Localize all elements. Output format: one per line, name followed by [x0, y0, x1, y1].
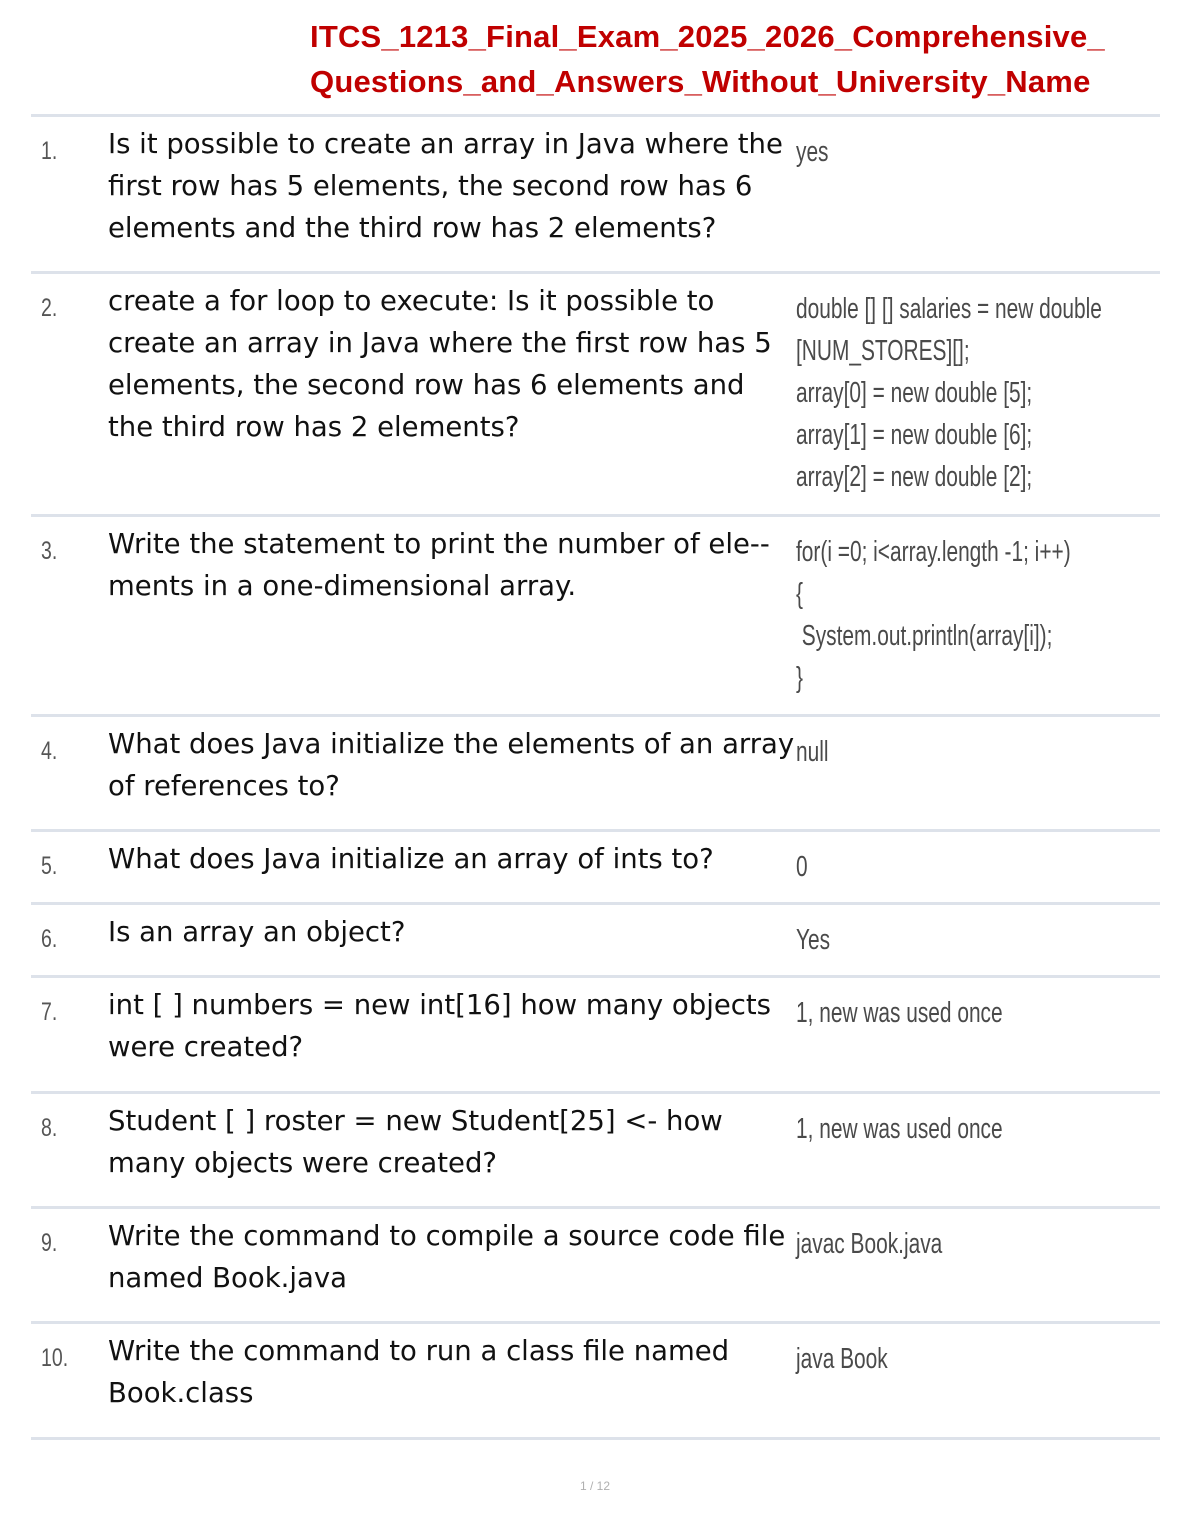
qa-row-8 — [31, 1094, 1160, 1209]
question-text: Is an array an object? — [108, 916, 406, 948]
page-number: 1 / 12 — [579, 1479, 611, 1493]
question-number: 8. — [41, 1114, 58, 1142]
qa-row-1 — [31, 117, 1160, 274]
question-text: Write the statement to print the number of ele-ments in a one-dimensional array. — [108, 528, 770, 602]
question-number: 2. — [41, 294, 58, 322]
question-text: What does Java initialize the elements of an array of references to? — [108, 728, 795, 802]
qa-row-9 — [31, 1209, 1160, 1324]
answer-text: 1, new was used once — [796, 997, 1003, 1029]
question-number: 1. — [41, 137, 58, 165]
qa-row-7 — [31, 978, 1160, 1094]
question-text: Is it possible to create an array in Java where the first row has 5 elements, the second row has 6 elements and the third row has 2 elements? — [108, 128, 783, 244]
answer-text: Yes — [796, 924, 831, 956]
qa-row-6 — [31, 905, 1160, 978]
question-text: What does Java initialize an array of ints to? — [108, 843, 714, 875]
qa-row-2 — [31, 274, 1160, 517]
question-text: Write the command to compile a source code file named Book.java — [108, 1220, 786, 1294]
answer-text: yes — [796, 136, 829, 168]
question-number: 5. — [41, 852, 58, 880]
qa-table — [31, 114, 1160, 1440]
question-number: 9. — [41, 1229, 58, 1257]
document-title-line-2: Questions_and_Answers_Without_University_Name — [310, 64, 1091, 99]
answer-text: 0 — [796, 851, 808, 883]
answer-text: java Book — [796, 1343, 888, 1375]
answer-text: javac Book.java — [796, 1228, 943, 1260]
question-number: 4. — [41, 737, 58, 765]
answer-text: for(i =0; i<array.length -1; i++) { System.out.println(array[i]); } — [796, 536, 1071, 694]
question-text: Write the command to run a class file named Book.class — [108, 1335, 730, 1409]
qa-row-4 — [31, 717, 1160, 832]
document-title — [310, 14, 1170, 104]
question-number: 6. — [41, 925, 58, 953]
qa-row-10 — [31, 1324, 1160, 1440]
question-number: 3. — [41, 537, 58, 565]
question-number: 7. — [41, 998, 58, 1026]
qa-row-5 — [31, 832, 1160, 905]
document-title-line-1: ITCS_1213_Final_Exam_2025_2026_Comprehensive_ — [310, 19, 1105, 54]
answer-text: 1, new was used once — [796, 1113, 1003, 1145]
answer-text: null — [796, 736, 829, 768]
question-number: 10. — [41, 1344, 69, 1372]
question-text: Student [ ] roster = new Student[25] <- how many objects were created? — [108, 1105, 723, 1179]
question-text: int [ ] numbers = new int[16] how many objects were created? — [108, 989, 771, 1063]
question-text: create a for loop to execute: Is it possible to create an array in Java where the first row has 5 elements, the second row has 6 elements and the third row has 2 elements? — [108, 285, 772, 443]
answer-text: double [] [] salaries = new double [NUM_STORES][]; array[0] = new double [5]; array[1] = new double [6]; array[2] = new double [2]; — [796, 293, 1102, 493]
qa-row-3 — [31, 517, 1160, 717]
